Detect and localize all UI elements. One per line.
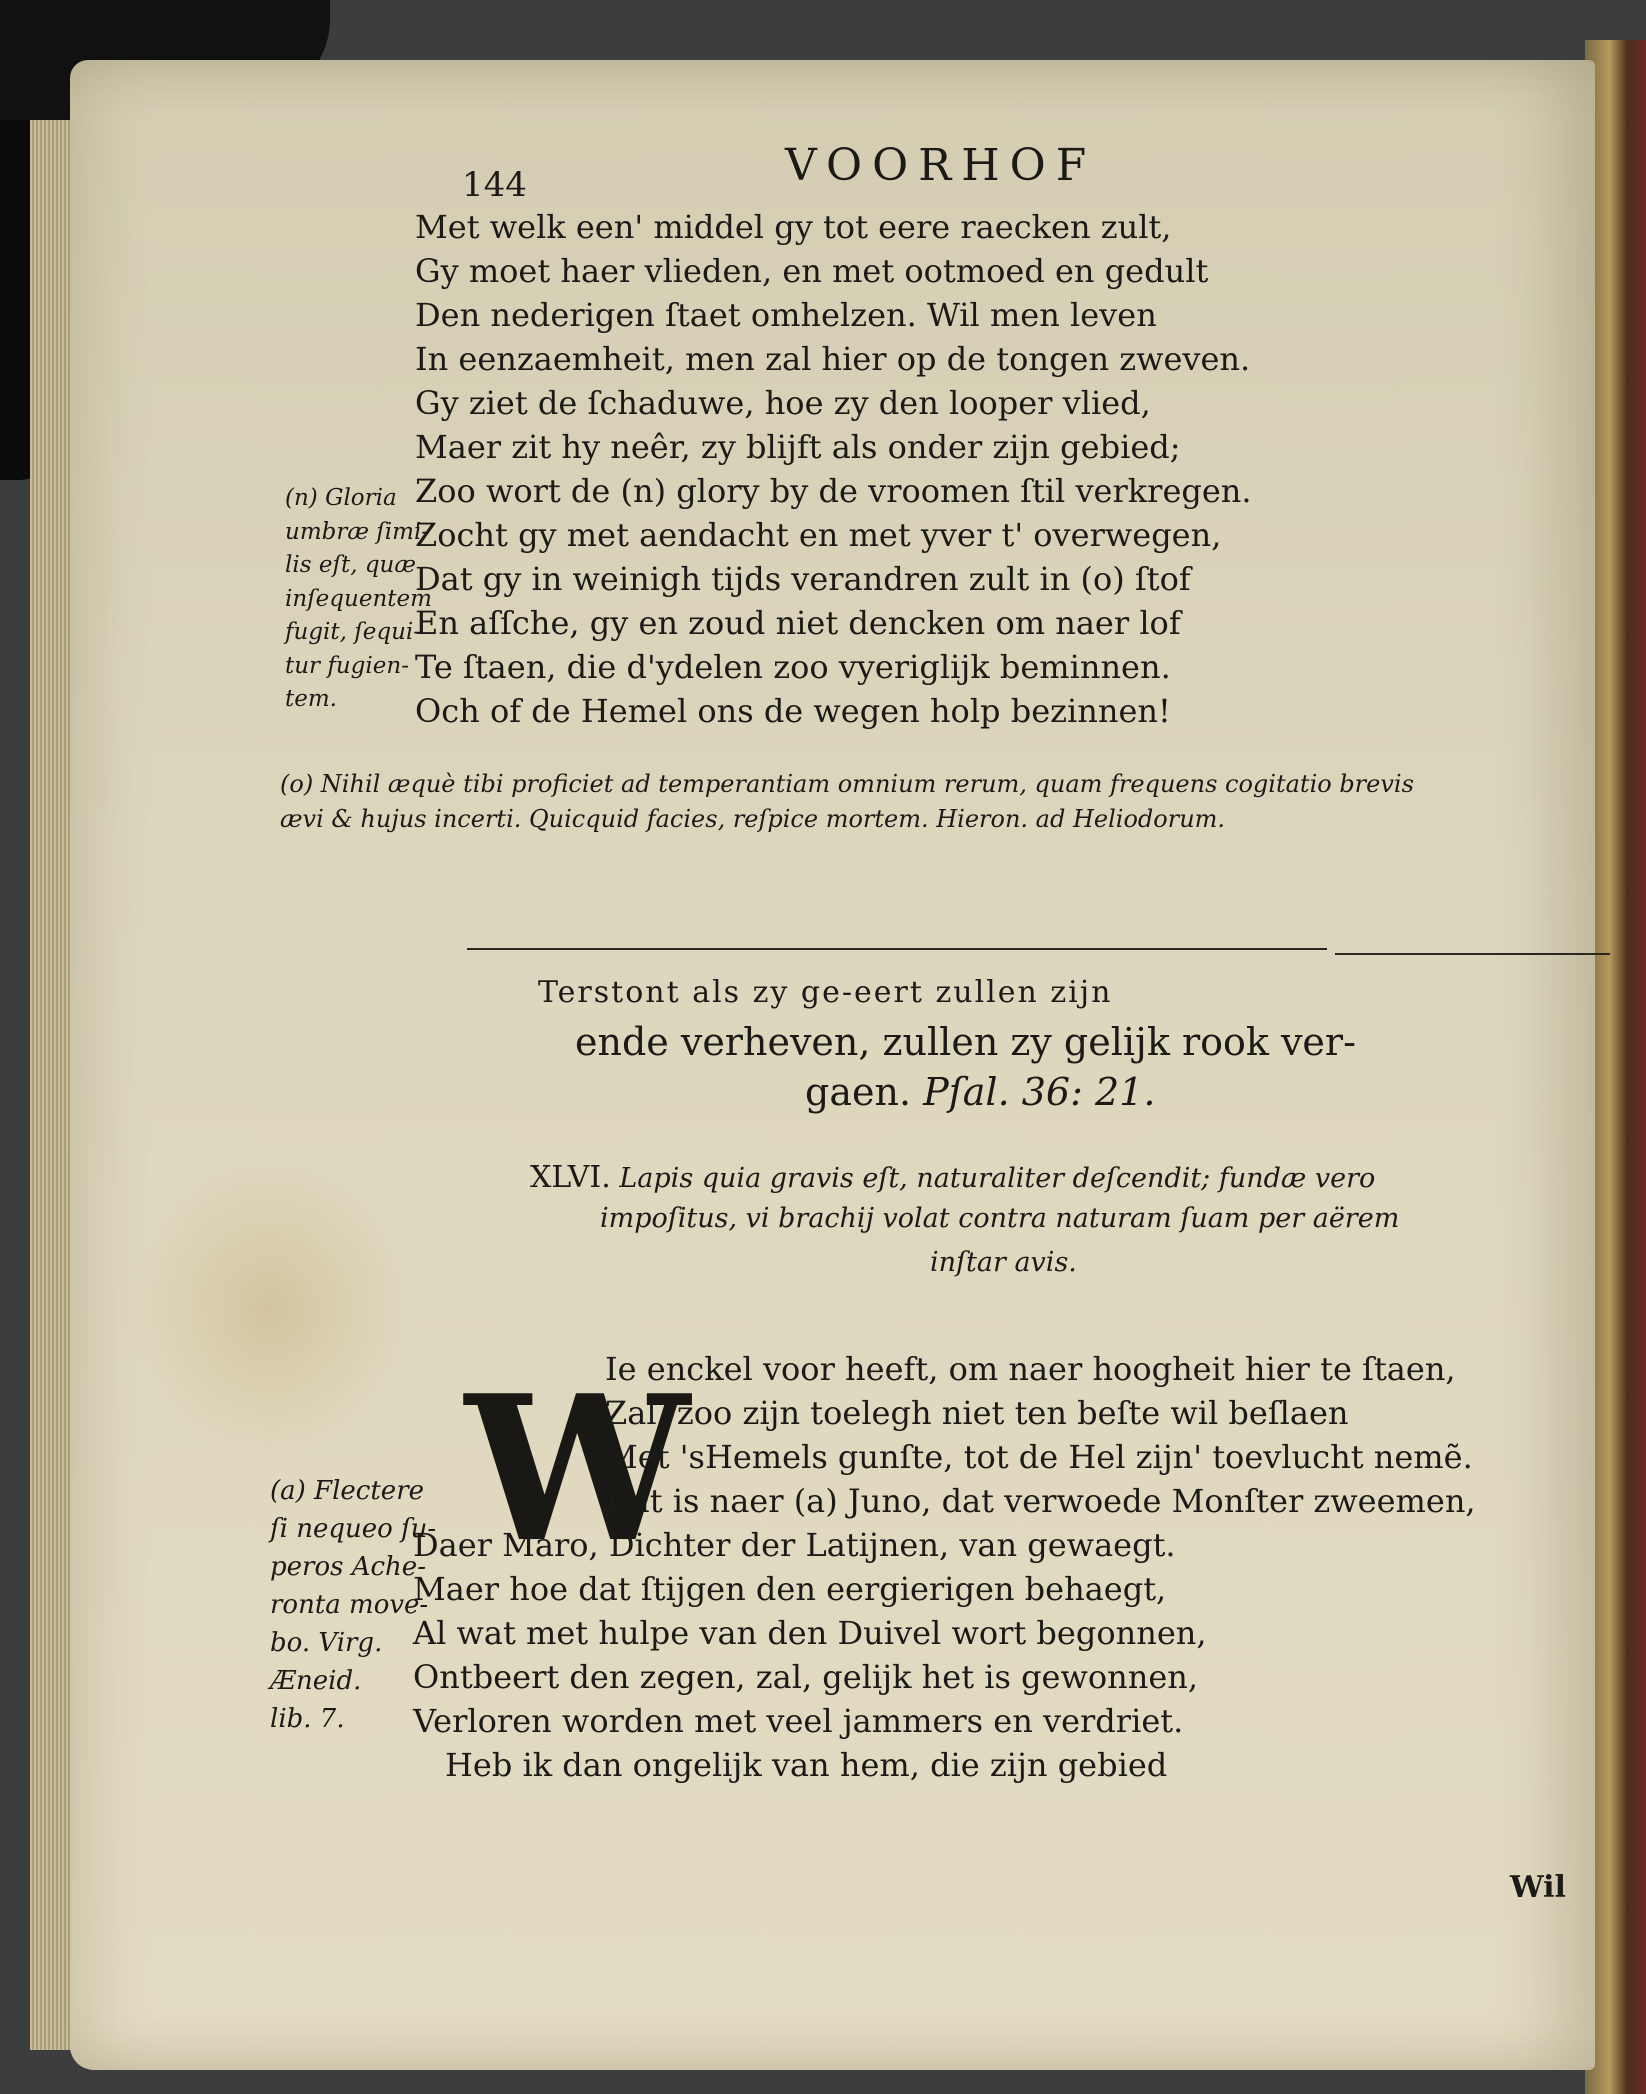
note-line: peros Ache-: [270, 1552, 426, 1582]
verse-line: Zocht gy met aendacht en met yver t' overwegen,: [415, 516, 1222, 554]
drop-cap: W: [465, 1352, 690, 1587]
section-title-text: gaen.: [805, 1070, 912, 1114]
section-divider-left: [467, 948, 1327, 950]
verse-line: Ie enckel voor heeft, om naer hoogheit hier te ſtaen,: [605, 1350, 1456, 1388]
section-divider-right: [1335, 953, 1610, 955]
running-head: VOORHOF: [785, 140, 1097, 191]
psalm-reference: Pſal. 36: 21.: [923, 1070, 1156, 1114]
note-line: lib. 7.: [270, 1704, 345, 1734]
book-page: [70, 60, 1595, 2070]
note-line: ſi nequeo ſu-: [270, 1514, 437, 1544]
section-title-line2: ende verheven, zullen zy gelijk rook ver-: [575, 1020, 1356, 1064]
footnote-o-line2: ævi & hujus incerti. Quicquid facies, reſpice mortem. Hieron. ad Heliodorum.: [280, 805, 1226, 833]
emblem-motto: Lapis quia gravis eſt, naturaliter deſcendit; fundæ vero: [619, 1163, 1376, 1194]
verse-line: Ontbeert den zegen, zal, gelijk het is gewonnen,: [413, 1658, 1199, 1696]
note-line: lis eſt, quæ: [285, 552, 416, 578]
verse-line: Verloren worden met veel jammers en verdriet.: [413, 1702, 1184, 1740]
note-line: tem.: [285, 686, 337, 712]
marginal-note-a: [270, 1472, 436, 1738]
verse-line: Maer zit hy neêr, zy blijft als onder zijn gebied;: [415, 428, 1181, 466]
emblem-line2: impoſitus, vi brachij volat contra naturam ſuam per aërem: [600, 1203, 1400, 1234]
verse-line: Dat is naer (a) Juno, dat verwoede Monſter zweemen,: [605, 1482, 1476, 1520]
note-line: (n) Gloria: [285, 485, 397, 511]
emblem-number: XLVI.: [530, 1160, 611, 1195]
verse-line: En aſſche, gy en zoud niet dencken om naer lof: [415, 604, 1181, 642]
verse-line: Al wat met hulpe van den Duivel wort begonnen,: [413, 1614, 1207, 1652]
note-line: tur fugien-: [285, 652, 409, 679]
verse-line: In eenzaemheit, men zal hier op de tongen zweven.: [415, 340, 1251, 378]
verse-line: Daer Maro, Dichter der Latijnen, van gewaegt.: [413, 1526, 1176, 1564]
footnote-o-line1: (o) Nihil æquè tibi proficiet ad temperantiam omnium rerum, quam frequens cogitatio brevis: [280, 770, 1414, 798]
note-line: ronta move-: [270, 1590, 429, 1620]
verse-line: Den nederigen ſtaet omhelzen. Wil men leven: [415, 296, 1157, 334]
emblem-line3: inſtar avis.: [930, 1247, 1077, 1278]
verse-line: Te ſtaen, die d'ydelen zoo vyeriglijk beminnen.: [415, 648, 1171, 686]
page-number: 144: [462, 165, 527, 205]
verse-line: Gy ziet de ſchaduwe, hoe zy den looper vlied,: [415, 384, 1151, 422]
paper-stain: [130, 1160, 410, 1460]
note-line: Æneid.: [270, 1666, 362, 1696]
verse-line: Zoo wort de (n) glory by de vroomen ſtil verkregen.: [415, 472, 1252, 510]
verse-line: Met 'sHemels gunſte, tot de Hel zijn' toevlucht nemẽ.: [605, 1438, 1473, 1476]
verse-line: Maer hoe dat ſtijgen den eergierigen behaegt,: [413, 1570, 1167, 1608]
note-line: fugit, ſequi-: [285, 619, 422, 645]
note-line: (a) Flectere: [270, 1476, 425, 1506]
emblem-line1: [530, 1160, 1375, 1195]
verse-line: Zal, zoo zijn toelegh niet ten beſte wil beſlaen: [605, 1394, 1349, 1432]
marginal-note-n: [285, 482, 432, 717]
verse-line: Met welk een' middel gy tot eere raecken zult,: [415, 208, 1172, 246]
note-line: bo. Virg.: [270, 1628, 383, 1658]
section-title-line3: [805, 1070, 1155, 1114]
note-line: inſequentem: [285, 585, 432, 612]
verse-line: Dat gy in weinigh tijds verandren zult in (o) ſtof: [415, 560, 1191, 598]
verse-line: Gy moet haer vlieden, en met ootmoed en gedult: [415, 252, 1209, 290]
verse-line: Och of de Hemel ons de wegen holp bezinnen!: [415, 692, 1171, 730]
catchword: Wil: [1510, 1870, 1566, 1905]
section-title-line1: Terstont als zy ge-eert zullen zijn: [538, 975, 1113, 1010]
verse-line: Heb ik dan ongelijk van hem, die zijn gebied: [445, 1746, 1168, 1784]
note-line: umbræ ſimi-: [285, 518, 430, 545]
